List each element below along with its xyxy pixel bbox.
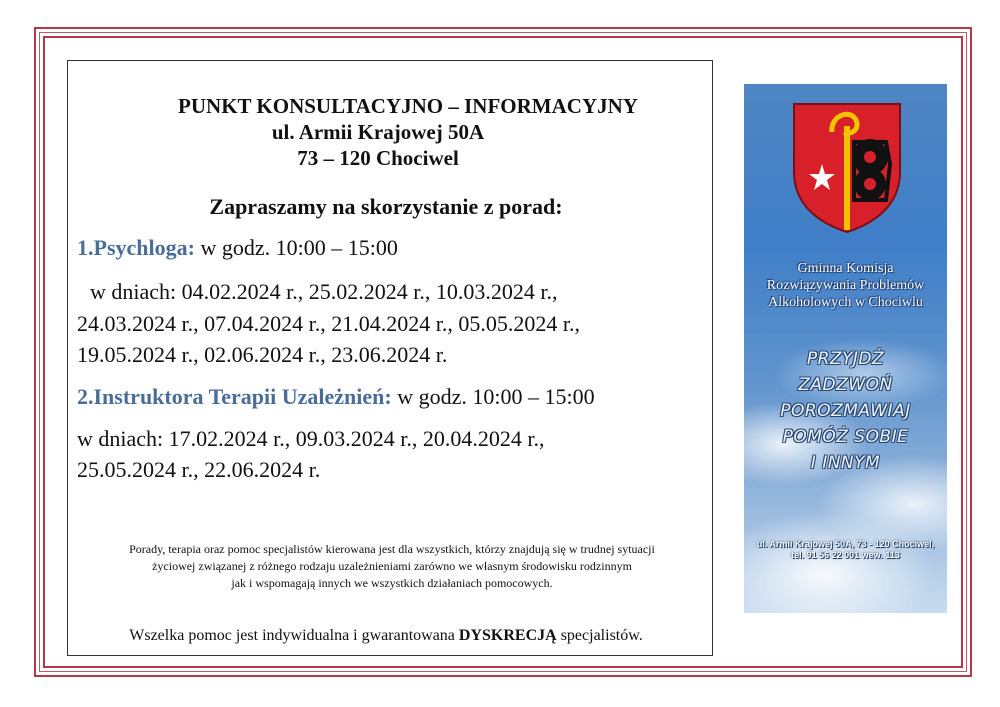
- psychologist-dates-1: w dniach: 04.02.2024 r., 25.02.2024 r., 10.03.2024 r.,: [90, 279, 558, 304]
- footer-bold: DYSKRECJĄ: [458, 627, 557, 644]
- invite-heading: Zapraszamy na skorzystanie z porad:: [209, 194, 563, 219]
- commission-line: Rozwiązywania Problemów: [766, 278, 925, 293]
- address-line: ul. Armii Krajowej 50A, 73 - 120 Chociwel,: [756, 539, 935, 549]
- psychologist-dates-3: 19.05.2024 r., 02.06.2024 r., 23.06.2024 r.: [77, 342, 448, 367]
- psychologist-dates-2: 24.03.2024 r., 07.04.2024 r., 21.04.2024 r., 05.05.2024 r.,: [77, 311, 580, 336]
- coat-of-arms-icon: [792, 102, 902, 234]
- slogan: I INNYM: [810, 453, 881, 473]
- header-street: ul. Armii Krajowej 50A: [271, 120, 485, 144]
- instructor-label: 2.Instruktora Terapii Uzależnień:: [77, 384, 392, 409]
- psychologist-hours: w godz. 10:00 – 15:00: [194, 235, 398, 260]
- slogan: ZADZWOŃ: [798, 375, 893, 395]
- note-line: życiowej związanej z różnego rodzaju uzależnieniami zarówno we własnym środowisku rodzinnym: [152, 559, 632, 573]
- poster-address: [744, 539, 947, 561]
- note-paragraph: [74, 541, 710, 592]
- instructor-line: [77, 384, 595, 410]
- note-line: jak i wspomagają innych we wszystkich działaniach pomocowych.: [231, 576, 553, 590]
- slogan: PRZYJDŹ: [806, 349, 885, 369]
- instructor-hours: w godz. 10:00 – 15:00: [391, 384, 595, 409]
- instructor-dates-2: 25.05.2024 r., 22.06.2024 r.: [77, 457, 321, 482]
- poster-image: [744, 84, 947, 613]
- psychologist-line: [77, 235, 398, 261]
- psychologist-label: 1.Psychloga:: [77, 235, 195, 260]
- slogan: POMÓŻ SOBIE: [782, 427, 909, 447]
- slogans: [744, 346, 947, 476]
- footer-after: specjalistów.: [556, 627, 643, 644]
- header-title: PUNKT KONSULTACYJNO – INFORMACYJNY: [178, 94, 638, 118]
- commission-name: [744, 260, 947, 311]
- footer-before: Wszelka pomoc jest indywidualna i gwarantowana: [129, 627, 459, 644]
- info-panel: [67, 60, 713, 656]
- slogan: POROZMAWIAJ: [780, 401, 911, 421]
- commission-line: Gminna Komisja: [797, 261, 894, 276]
- header-postcode: 73 – 120 Chociwel: [297, 146, 459, 170]
- phone-line: tel. 91 56 22 001 wew. 113: [791, 550, 900, 560]
- note-line: Porady, terapia oraz pomoc specjalistów kierowana jest dla wszystkich, którzy znajdują się w trudnej sytuacji: [129, 542, 655, 556]
- instructor-dates-1: w dniach: 17.02.2024 r., 09.03.2024 r., 20.04.2024 r.,: [77, 426, 545, 451]
- commission-line: Alkoholowych w Chociwlu: [768, 295, 923, 310]
- footer-text: [68, 627, 704, 645]
